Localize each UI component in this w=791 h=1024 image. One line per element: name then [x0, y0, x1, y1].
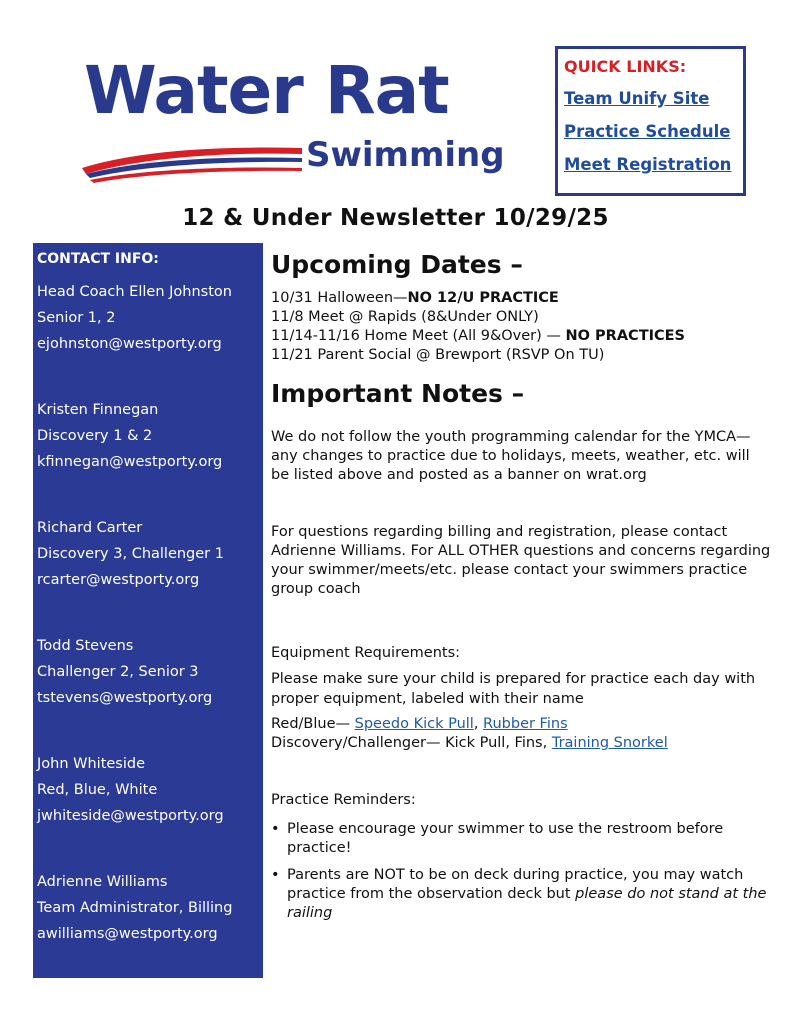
- quick-links-title: QUICK LINKS:: [564, 57, 687, 76]
- swoosh-icon: [80, 128, 305, 188]
- training-snorkel-link[interactable]: Training Snorkel: [551, 735, 668, 751]
- contact-role: Senior 1, 2: [37, 310, 116, 326]
- contact-name: Richard Carter: [37, 520, 143, 536]
- contact-email[interactable]: kfinnegan@westporty.org: [37, 454, 223, 470]
- contact-role: Red, Blue, White: [37, 782, 158, 798]
- contact-name: Head Coach Ellen Johnston: [37, 284, 232, 300]
- meet-registration-link[interactable]: Meet Registration: [564, 155, 732, 174]
- contact-sidebar: [33, 243, 263, 978]
- logo-subtitle: Swimming: [306, 135, 505, 175]
- newsletter-title: 12 & Under Newsletter 10/29/25: [182, 205, 609, 231]
- equipment-label: Red/Blue—: [271, 716, 355, 732]
- equipment-label: Discovery/Challenger— Kick Pull, Fins,: [271, 735, 552, 751]
- date-item: 11/21 Parent Social @ Brewport (RSVP On TU): [271, 347, 605, 363]
- contact-card: [37, 869, 263, 947]
- contact-role: Discovery 3, Challenger 1: [37, 546, 224, 562]
- important-notes-heading: Important Notes –: [271, 379, 525, 408]
- main-content: [271, 252, 771, 931]
- upcoming-dates-list: [271, 289, 771, 365]
- note-paragraph: For questions regarding billing and registration, please contact Adrienne Williams. For ALL OTHER questions and concerns regarding your swimmer/meets/etc. please contact your swimmers practice group coach: [271, 524, 771, 597]
- reminder-italic: please do not stand at the railing: [287, 886, 767, 921]
- equipment-red-blue: [271, 715, 771, 734]
- rubber-fins-link[interactable]: Rubber Fins: [483, 716, 568, 732]
- contact-card: [37, 397, 263, 475]
- reminders-list: [271, 820, 771, 923]
- reminder-text: Parents are NOT to be on deck during practice, you may watch practice from the observation deck but: [287, 867, 744, 902]
- list-item: [271, 866, 771, 923]
- water-rat-logo: [80, 52, 510, 188]
- upcoming-dates-heading: Upcoming Dates –: [271, 250, 523, 279]
- logo-title: Water Rat: [84, 52, 449, 129]
- contact-email[interactable]: tstevens@westporty.org: [37, 690, 213, 706]
- practice-reminders-heading: Practice Reminders:: [271, 792, 416, 808]
- date-item: [271, 327, 771, 346]
- speedo-kick-pull-link[interactable]: Speedo Kick Pull: [354, 716, 474, 732]
- equipment-discovery: [271, 734, 771, 753]
- date-bold: NO PRACTICES: [565, 328, 685, 344]
- contact-name: Kristen Finnegan: [37, 402, 159, 418]
- quick-links-box: [555, 46, 746, 196]
- date-text: 10/31 Halloween—: [271, 290, 408, 306]
- date-item: [271, 289, 771, 308]
- practice-schedule-link[interactable]: Practice Schedule: [564, 122, 731, 141]
- contact-email[interactable]: jwhiteside@westporty.org: [37, 808, 224, 824]
- contact-email[interactable]: awilliams@westporty.org: [37, 926, 218, 942]
- note-paragraph: We do not follow the youth programming calendar for the YMCA—any changes to practice due to holidays, meets, weather, etc. will be listed above and posted as a banner on wrat.org: [271, 429, 751, 483]
- date-bold: NO 12/U PRACTICE: [407, 290, 559, 306]
- contact-name: John Whiteside: [37, 756, 146, 772]
- contact-email[interactable]: ejohnston@westporty.org: [37, 336, 222, 352]
- contact-card: [37, 751, 263, 829]
- contact-name: Todd Stevens: [37, 638, 134, 654]
- equipment-heading: Equipment Requirements:: [271, 645, 461, 661]
- contact-role: Team Administrator, Billing: [37, 900, 233, 916]
- equipment-separator: ,: [473, 716, 484, 732]
- contact-info-title: CONTACT INFO:: [37, 251, 159, 267]
- contact-card: [37, 633, 263, 711]
- team-unify-link[interactable]: Team Unify Site: [564, 89, 710, 108]
- contact-email[interactable]: rcarter@westporty.org: [37, 572, 200, 588]
- contact-role: Challenger 2, Senior 3: [37, 664, 199, 680]
- equipment-text: Please make sure your child is prepared for practice each day with proper equipment, labeled with their name: [271, 671, 756, 707]
- date-text: 11/14-11/16 Home Meet (All 9&Over) —: [271, 328, 566, 344]
- date-item: 11/8 Meet @ Rapids (8&Under ONLY): [271, 309, 539, 325]
- equipment-list: [271, 715, 771, 753]
- contact-role: Discovery 1 & 2: [37, 428, 153, 444]
- list-item: • Please encourage your swimmer to use the restroom before practice!: [271, 820, 771, 858]
- contact-card: [37, 279, 263, 357]
- contact-card: [37, 515, 263, 593]
- contact-name: Adrienne Williams: [37, 874, 168, 890]
